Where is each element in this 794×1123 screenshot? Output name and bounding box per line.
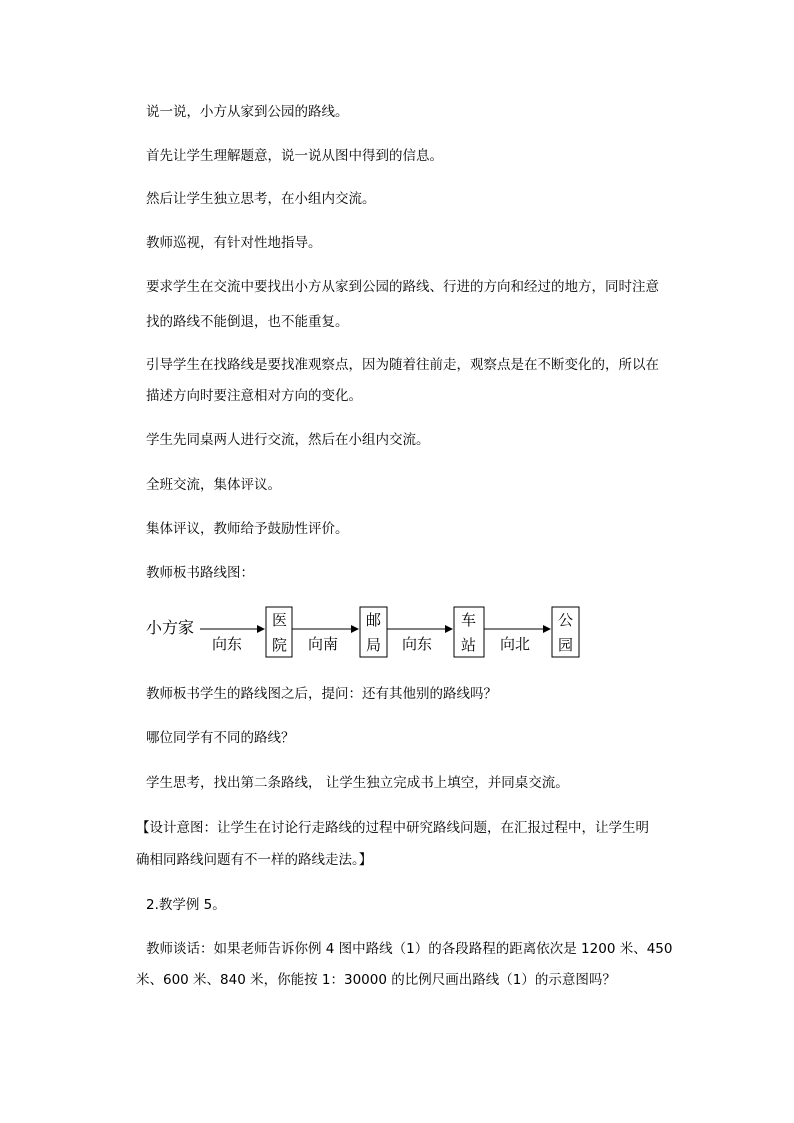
paragraph-6-line-1: 引导学生在找路线是要找准观察点，因为随着往前走，观察点是在不断变化的，所以在	[146, 357, 659, 373]
paragraph-4: 教师巡视，有针对性地指导。	[146, 235, 322, 251]
stop-park-line1: 公	[558, 611, 574, 629]
paragraph-5-line-1: 要求学生在交流中要找出小方从家到公园的路线、行进的方向和经过的地方，同时注意	[146, 279, 659, 295]
start-label: 小方家	[146, 618, 195, 637]
route-diagram	[144, 604, 594, 664]
paragraph-14-line-2: 米、600 米、840 米，你能按 1：30000 的比例尺画出路线（1）的示意图吗？	[136, 972, 616, 988]
paragraph-10: 教师板书路线图：	[146, 565, 254, 581]
paragraph-14-line-1: 教师谈话：如果老师告诉你例 4 图中路线（1）的各段路程的距离依次是 1200 米、450	[146, 941, 673, 957]
stop-station-line1: 车	[461, 611, 477, 629]
design-intent-line-1: 【设计意图：让学生在讨论行走路线的过程中研究路线问题，在汇报过程中，让学生明	[136, 820, 649, 836]
paragraph-12: 哪位同学有不同的路线？	[146, 730, 295, 746]
paragraph-5-line-2: 找的路线不能倒退，也不能重复。	[146, 314, 349, 330]
stop-hospital-line2: 院	[272, 636, 288, 654]
paragraph-6-line-2: 描述方向时要注意相对方向的变化。	[146, 388, 362, 404]
paragraph-11: 教师板书学生的路线图之后，提问：还有其他别的路线吗？	[146, 686, 497, 702]
direction-label-2: 向南	[308, 635, 339, 653]
stop-hospital-line1: 医	[272, 611, 288, 629]
design-intent-line-2: 确相同路线问题有不一样的路线走法。】	[136, 852, 373, 868]
stop-park-line2: 园	[558, 636, 574, 654]
paragraph-1: 说一说，小方从家到公园的路线。	[146, 104, 349, 120]
stop-post-office-line2: 局	[366, 636, 382, 654]
paragraph-9: 集体评议，教师给予鼓励性评价。	[146, 521, 349, 537]
stop-post-office-line1: 邮	[366, 611, 382, 629]
paragraph-2: 首先让学生理解题意，说一说从图中得到的信息。	[146, 148, 443, 164]
section-heading-example-5: 2.教学例 5。	[146, 897, 226, 913]
paragraph-3: 然后让学生独立思考，在小组内交流。	[146, 191, 376, 207]
direction-label-1: 向东	[212, 635, 243, 653]
paragraph-7: 学生先同桌两人进行交流，然后在小组内交流。	[146, 432, 430, 448]
paragraph-8: 全班交流，集体评议。	[146, 477, 281, 493]
route-diagram-svg	[144, 604, 594, 664]
stop-station-line2: 站	[461, 636, 477, 654]
paragraph-13: 学生思考，找出第二条路线， 让学生独立完成书上填空，并同桌交流。	[146, 775, 569, 791]
direction-label-4: 向北	[500, 635, 531, 653]
direction-label-3: 向东	[402, 635, 433, 653]
